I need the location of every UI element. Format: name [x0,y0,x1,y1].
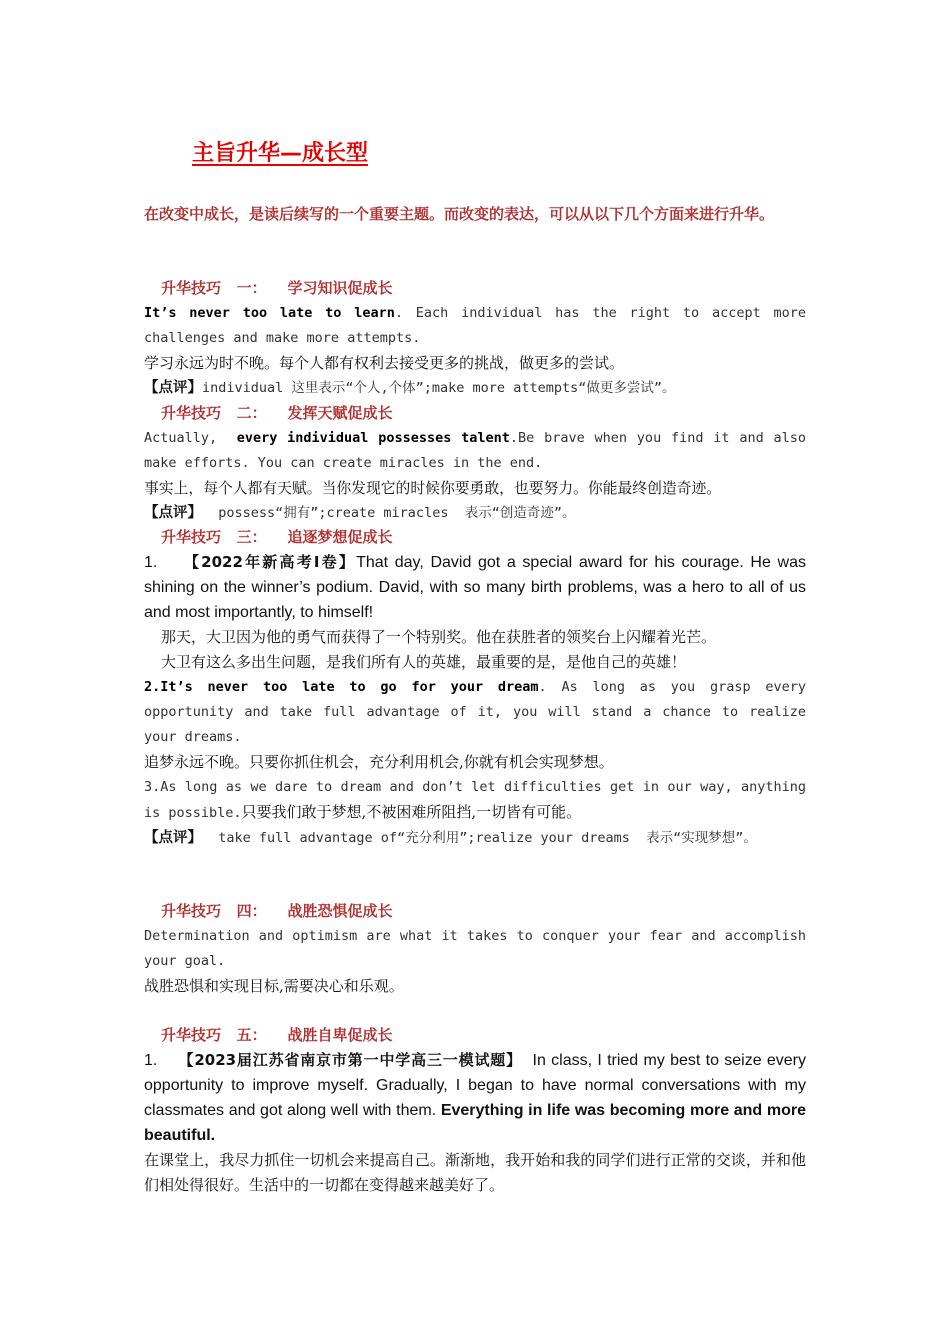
tip-3-example-2-chinese: 追梦永远不晚。只要你抓住机会，充分利用机会,你就有机会实现梦想。 [144,753,614,771]
tip-5-example-1-chinese: 在课堂上，我尽力抓住一切机会来提高自己。渐渐地，我开始和我的同学们进行正常的交谈，并和他们相处得很好。生活中的一切都在变得越来越美好了。 [144,1151,806,1194]
example-number: 1. [144,1052,179,1069]
tip-3-comment [144,826,806,851]
tip-1-english [144,301,806,351]
tip-1-section [144,276,806,401]
tip-2-section [144,401,806,526]
comment-tag: 【点评】 [144,505,202,521]
tip-3-example-2 [144,675,806,750]
tip-4-section [144,899,806,999]
tip-2-heading: 升华技巧 二： 发挥天赋促成长 [161,404,393,422]
tip-4-english: Determination and optimism are what it takes to conquer your fear and accomplish your goal. [144,928,806,969]
tip-3-example-3 [144,775,806,826]
tip-3-section [144,525,806,851]
example-2-bold: 2.It’s never too late to go for your dream [144,679,539,695]
tip-2-english [144,426,806,476]
tip-5-section [144,1023,811,1198]
tip-1-english-bold: It’s never too late to learn [144,305,395,321]
tip-1-chinese: 学习永远为时不晚。每个人都有权利去接受更多的挑战，做更多的尝试。 [144,354,625,372]
tip-2-english-rest: .Be brave when you find it and also make efforts. You can create miracles in the end. [144,430,806,471]
tip-2-chinese: 事实上，每个人都有天赋。当你发现它的时候你要勇敢，也要努力。你能最终创造奇迹。 [144,480,722,497]
comment-tag: 【点评】 [144,380,202,396]
example-english: In class, I tried my best to seize every opportunity to improve myself. Gradually, I began to have normal conversations with my classmates and got along well with them. [144,1052,811,1119]
example-3-chinese: 只要我们敢于梦想,不被困难所阻挡,一切皆有可能。 [241,803,582,821]
tip-2-comment [144,501,806,526]
example-source: 【2022年新高考Ⅰ卷】 [183,553,357,571]
tip-4-chinese: 战胜恐惧和实现目标,需要决心和乐观。 [144,977,404,995]
tip-3-example-1 [144,550,806,625]
tip-3-heading: 升华技巧 三： 追逐梦想促成长 [161,528,393,546]
tip-3-example-1-chinese-1: 那天，大卫因为他的勇气而获得了一个特别奖。他在获胜者的领奖台上闪耀着光芒。 [161,628,717,646]
tip-4-heading: 升华技巧 四： 战胜恐惧促成长 [161,902,393,920]
comment-text: individual 这里表示“个人,个体”;make more attempts“做更多尝试”。 [202,380,676,396]
comment-text: possess“拥有”;create miracles 表示“创造奇迹”。 [202,505,576,521]
example-2-rest: . As long as you grasp every opportunity and take full advantage of it, you will stand a chance to realize your dreams. [144,679,806,745]
page-title: 主旨升华—成长型 [192,141,369,166]
tip-5-example-1 [144,1048,811,1148]
tip-2-english-pre: Actually, [144,430,237,446]
example-source: 【2023届江苏省南京市第一中学高三一模试题】 [178,1051,522,1069]
example-english: That day, David got a special award for his courage. He was shining on the winner’s podium. David, with so many birth problems, was a hero to all of us and most importantly, to himself! [144,554,806,621]
comment-text: take full advantage of“充分利用”;realize your dreams 表示“实现梦想”。 [202,830,757,846]
example-english-bold: Everything in life was becoming more and more beautiful. [144,1102,807,1144]
intro-paragraph: 在改变中成长，是读后续写的一个重要主题。而改变的表达，可以从以下几个方面来进行升华。 [144,205,775,223]
comment-tag: 【点评】 [144,830,202,846]
tip-5-heading: 升华技巧 五： 战胜自卑促成长 [161,1026,393,1044]
tip-3-example-1-chinese-2: 大卫有这么多出生问题，是我们所有人的英雄，最重要的是，是他自己的英雄！ [161,653,687,671]
example-number: 1. [144,554,184,571]
tip-1-comment [144,376,806,401]
tip-2-english-bold: every individual possesses talent [236,430,510,446]
tip-1-heading: 升华技巧 一： 学习知识促成长 [161,279,393,297]
example-3-english: 3.As long as we dare to dream and don’t let difficulties get in our way, anything is possible. [144,779,806,821]
tip-1-english-rest: . Each individual has the right to accept more challenges and make more attempts. [144,305,807,346]
